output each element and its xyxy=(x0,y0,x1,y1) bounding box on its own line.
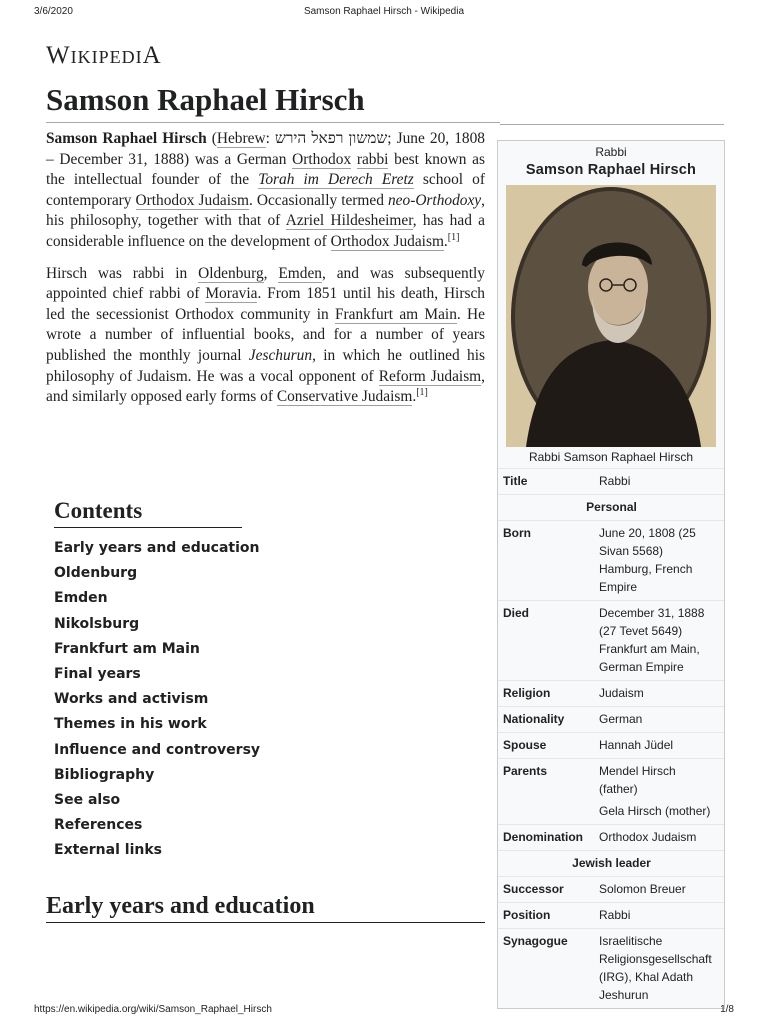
article-intro xyxy=(46,129,485,419)
toc-item[interactable]: Bibliography xyxy=(54,766,155,783)
rabbi-link[interactable]: rabbi xyxy=(356,150,389,168)
portrait-illustration xyxy=(506,185,716,447)
wikipedia-logo[interactable]: WIKIPEDIA xyxy=(46,42,162,69)
reference-1[interactable]: [1] xyxy=(447,231,460,243)
print-header xyxy=(0,0,768,24)
intro-paragraph-1: Samson Raphael Hirsch (Hebrew: שמשון רפאל הירש; June 20, 1808 – December 31, 1888) was a German Orthodox rabbi best known as the intellectual founder of the Torah im Derech Eretz school of contemporary Orthodox Judaism. Occasionally termed neo-Orthodoxy, his philosophy, together with that of Azriel Hildesheimer, has had a considerable influence on the development of Orthodox Judaism.[1] xyxy=(46,130,485,250)
denomination-link[interactable]: Orthodox Judaism xyxy=(589,825,724,851)
table-of-contents xyxy=(46,488,472,873)
torah-im-derech-eretz-link[interactable]: Torah im Derech Eretz xyxy=(258,171,414,189)
title-rule xyxy=(500,124,724,125)
orthodox-link[interactable]: Orthodox xyxy=(292,150,352,168)
print-date: 3/6/2020 xyxy=(34,6,73,17)
portrait-caption: Rabbi Samson Raphael Hirsch xyxy=(528,450,694,464)
successor-link[interactable]: Solomon Breuer xyxy=(589,877,724,903)
toc-title: Contents xyxy=(54,498,242,528)
oldenburg-link[interactable]: Oldenburg xyxy=(198,264,264,282)
toc-item[interactable]: References xyxy=(54,817,143,834)
infobox-table xyxy=(498,468,724,1008)
infobox-row-synagogue: Synagogue Israelitische Religionsgesellschaft (IRG), Khal Adath Jeshurun xyxy=(498,929,724,1009)
toc-item[interactable]: Nikolsburg xyxy=(54,615,140,632)
azriel-hildesheimer-link[interactable]: Azriel Hildesheimer xyxy=(285,212,413,230)
reform-judaism-link[interactable]: Reform Judaism xyxy=(378,367,482,385)
frankfurt-link[interactable]: Frankfurt am Main xyxy=(334,305,457,323)
emden-link[interactable]: Emden xyxy=(278,264,322,282)
reference-1b[interactable]: [1] xyxy=(416,387,428,398)
print-title: Samson Raphael Hirsch - Wikipedia xyxy=(303,6,465,17)
toc-item[interactable]: Emden xyxy=(54,590,108,607)
orthodox-judaism-link-2[interactable]: Orthodox Judaism xyxy=(330,232,444,250)
intro-paragraph-2: Hirsch was rabbi in Oldenburg, Emden, and was subsequently appointed chief rabbi of Moravia. From 1851 until his death, Hirsch led the secessionist Orthodox community in Frankfurt am Main. He wrote a number of influential books, and for a number of years published the monthly journal Jeschurun, in which he outlined his philosophy of Judaism. He was a vocal opponent of Reform Judaism, and similarly opposed early forms of Conservative Judaism.[1] xyxy=(46,264,486,406)
moravia-link[interactable]: Moravia xyxy=(205,285,258,303)
infobox-above: Rabbi xyxy=(595,145,627,159)
print-page-number: 1/8 xyxy=(720,1004,734,1015)
toc-item[interactable]: Frankfurt am Main xyxy=(54,640,200,657)
portrait-image[interactable] xyxy=(506,185,716,447)
infobox-row-parents: Parents Mendel Hirsch (father) Gela Hirsch (mother) xyxy=(498,759,724,825)
infobox-section-jewish-leader: Jewish leader xyxy=(498,851,724,877)
toc-item[interactable]: Oldenburg xyxy=(54,565,138,582)
print-footer xyxy=(0,1000,768,1024)
toc-item[interactable]: Themes in his work xyxy=(54,716,207,733)
conservative-judaism-link[interactable]: Conservative Judaism xyxy=(276,388,413,406)
infobox-row-successor: Successor Solomon Breuer xyxy=(498,877,724,903)
toc-item[interactable]: Influence and controversy xyxy=(54,741,261,758)
toc-item[interactable]: Early years and education xyxy=(54,540,260,556)
infobox-row-died: Died December 31, 1888 (27 Tevet 5649) Frankfurt am Main, German Empire xyxy=(498,601,724,681)
infobox-row-title: Title Rabbi xyxy=(498,469,724,495)
infobox-row-position: Position Rabbi xyxy=(498,903,724,929)
infobox-section-personal: Personal xyxy=(498,495,724,521)
hebrew-link[interactable]: Hebrew xyxy=(216,130,266,147)
parent-father-link[interactable]: Mendel Hirsch xyxy=(599,764,676,778)
toc-item[interactable]: Works and activism xyxy=(54,691,209,708)
infobox-row-nationality: Nationality German xyxy=(498,707,724,733)
infobox xyxy=(497,140,725,1009)
section-heading-early-years: Early years and education xyxy=(46,893,485,923)
infobox-row-denomination: Denomination Orthodox Judaism xyxy=(498,825,724,851)
religion-link[interactable]: Judaism xyxy=(589,681,724,707)
infobox-row-religion: Religion Judaism xyxy=(498,681,724,707)
toc-item[interactable]: External links xyxy=(54,842,162,859)
page-title: Samson Raphael Hirsch xyxy=(46,82,500,123)
toc-list xyxy=(54,536,464,863)
print-url: https://en.wikipedia.org/wiki/Samson_Raphael_Hirsch xyxy=(34,1004,272,1015)
infobox-name: Samson Raphael Hirsch xyxy=(525,162,697,178)
infobox-row-born: Born June 20, 1808 (25 Sivan 5568) Hamburg, French Empire xyxy=(498,521,724,601)
toc-item[interactable]: Final years xyxy=(54,665,141,682)
orthodox-judaism-link[interactable]: Orthodox Judaism xyxy=(135,191,249,209)
toc-item[interactable]: See also xyxy=(54,791,121,808)
infobox-row-spouse: Spouse Hannah Jüdel xyxy=(498,733,724,759)
